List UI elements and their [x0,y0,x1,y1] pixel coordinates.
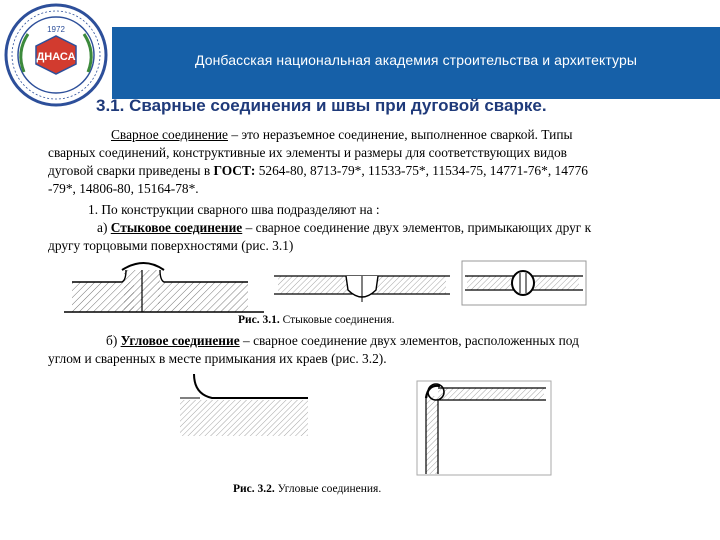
corner-joint-figure-right [416,380,552,476]
figure-3-1-text: Стыковые соединения. [279,314,395,326]
paragraph-1-line-1 [111,127,572,143]
item-1: 1. По конструкции сварного шва подразделяют на : [88,202,380,217]
institution-name: Донбасская национальная академия строительства и архитектуры [194,52,638,68]
term-corner-joint: Угловое соединение [120,333,240,348]
figure-3-1-caption [238,314,395,326]
item-a-line-1 [97,220,591,236]
figure-3-1-label: Рис. 3.1. [238,314,280,326]
header-banner [112,27,720,99]
gost-label: ГОСТ: [213,163,256,178]
logo-year: 1972 [47,25,65,34]
butt-joint-figure-middle [274,266,450,306]
item-b-text: – сварное соединение двух элементов, расположенных под [239,333,579,348]
item-b-line-1 [106,333,579,349]
butt-joint-figure-right [461,260,587,306]
item-a-text: – сварное соединение двух элементов, примыкающих друг к [242,220,592,235]
term-butt-joint: Стыковое соединение [110,220,243,235]
paragraph-1-line-3 [48,163,588,179]
gost-list: 5264-80, 8713-79*, 11533-75*, 11534-75, 14771-76*, 14776 [255,163,588,178]
figure-3-2-text: Угловые соединения. [274,483,382,495]
item-b-prefix: б) [106,333,121,348]
line-3-text: дуговой сварки приведены в [48,163,214,178]
paragraph-1-line-2: сварных соединений, конструктивные их элементы и размеры для соответствующих видов [48,145,568,160]
section-title: 3.1. Сварные соединения и швы при дуговой сварке. [96,96,547,115]
item-a-prefix: а) [97,220,111,235]
corner-joint-figure-left [178,372,310,438]
item-b-line-2: углом и сваренных в месте примыкания их краев (рис. 3.2). [48,351,387,366]
paragraph-1-line-4: -79*, 14806-80, 15164-78*. [48,181,199,196]
term-welded-joint: Сварное соединение [111,127,228,142]
butt-joint-figure-left [64,256,264,322]
figure-3-2-label: Рис. 3.2. [233,483,275,495]
figure-3-2-caption [233,483,381,495]
paragraph-1-text: – это неразъемное соединение, выполненное сваркой. Типы [227,127,573,142]
logo-letters: ДНАСА [36,51,76,63]
item-a-line-2: другу торцовыми поверхностями (рис. 3.1) [48,238,294,253]
academy-logo [2,2,110,108]
